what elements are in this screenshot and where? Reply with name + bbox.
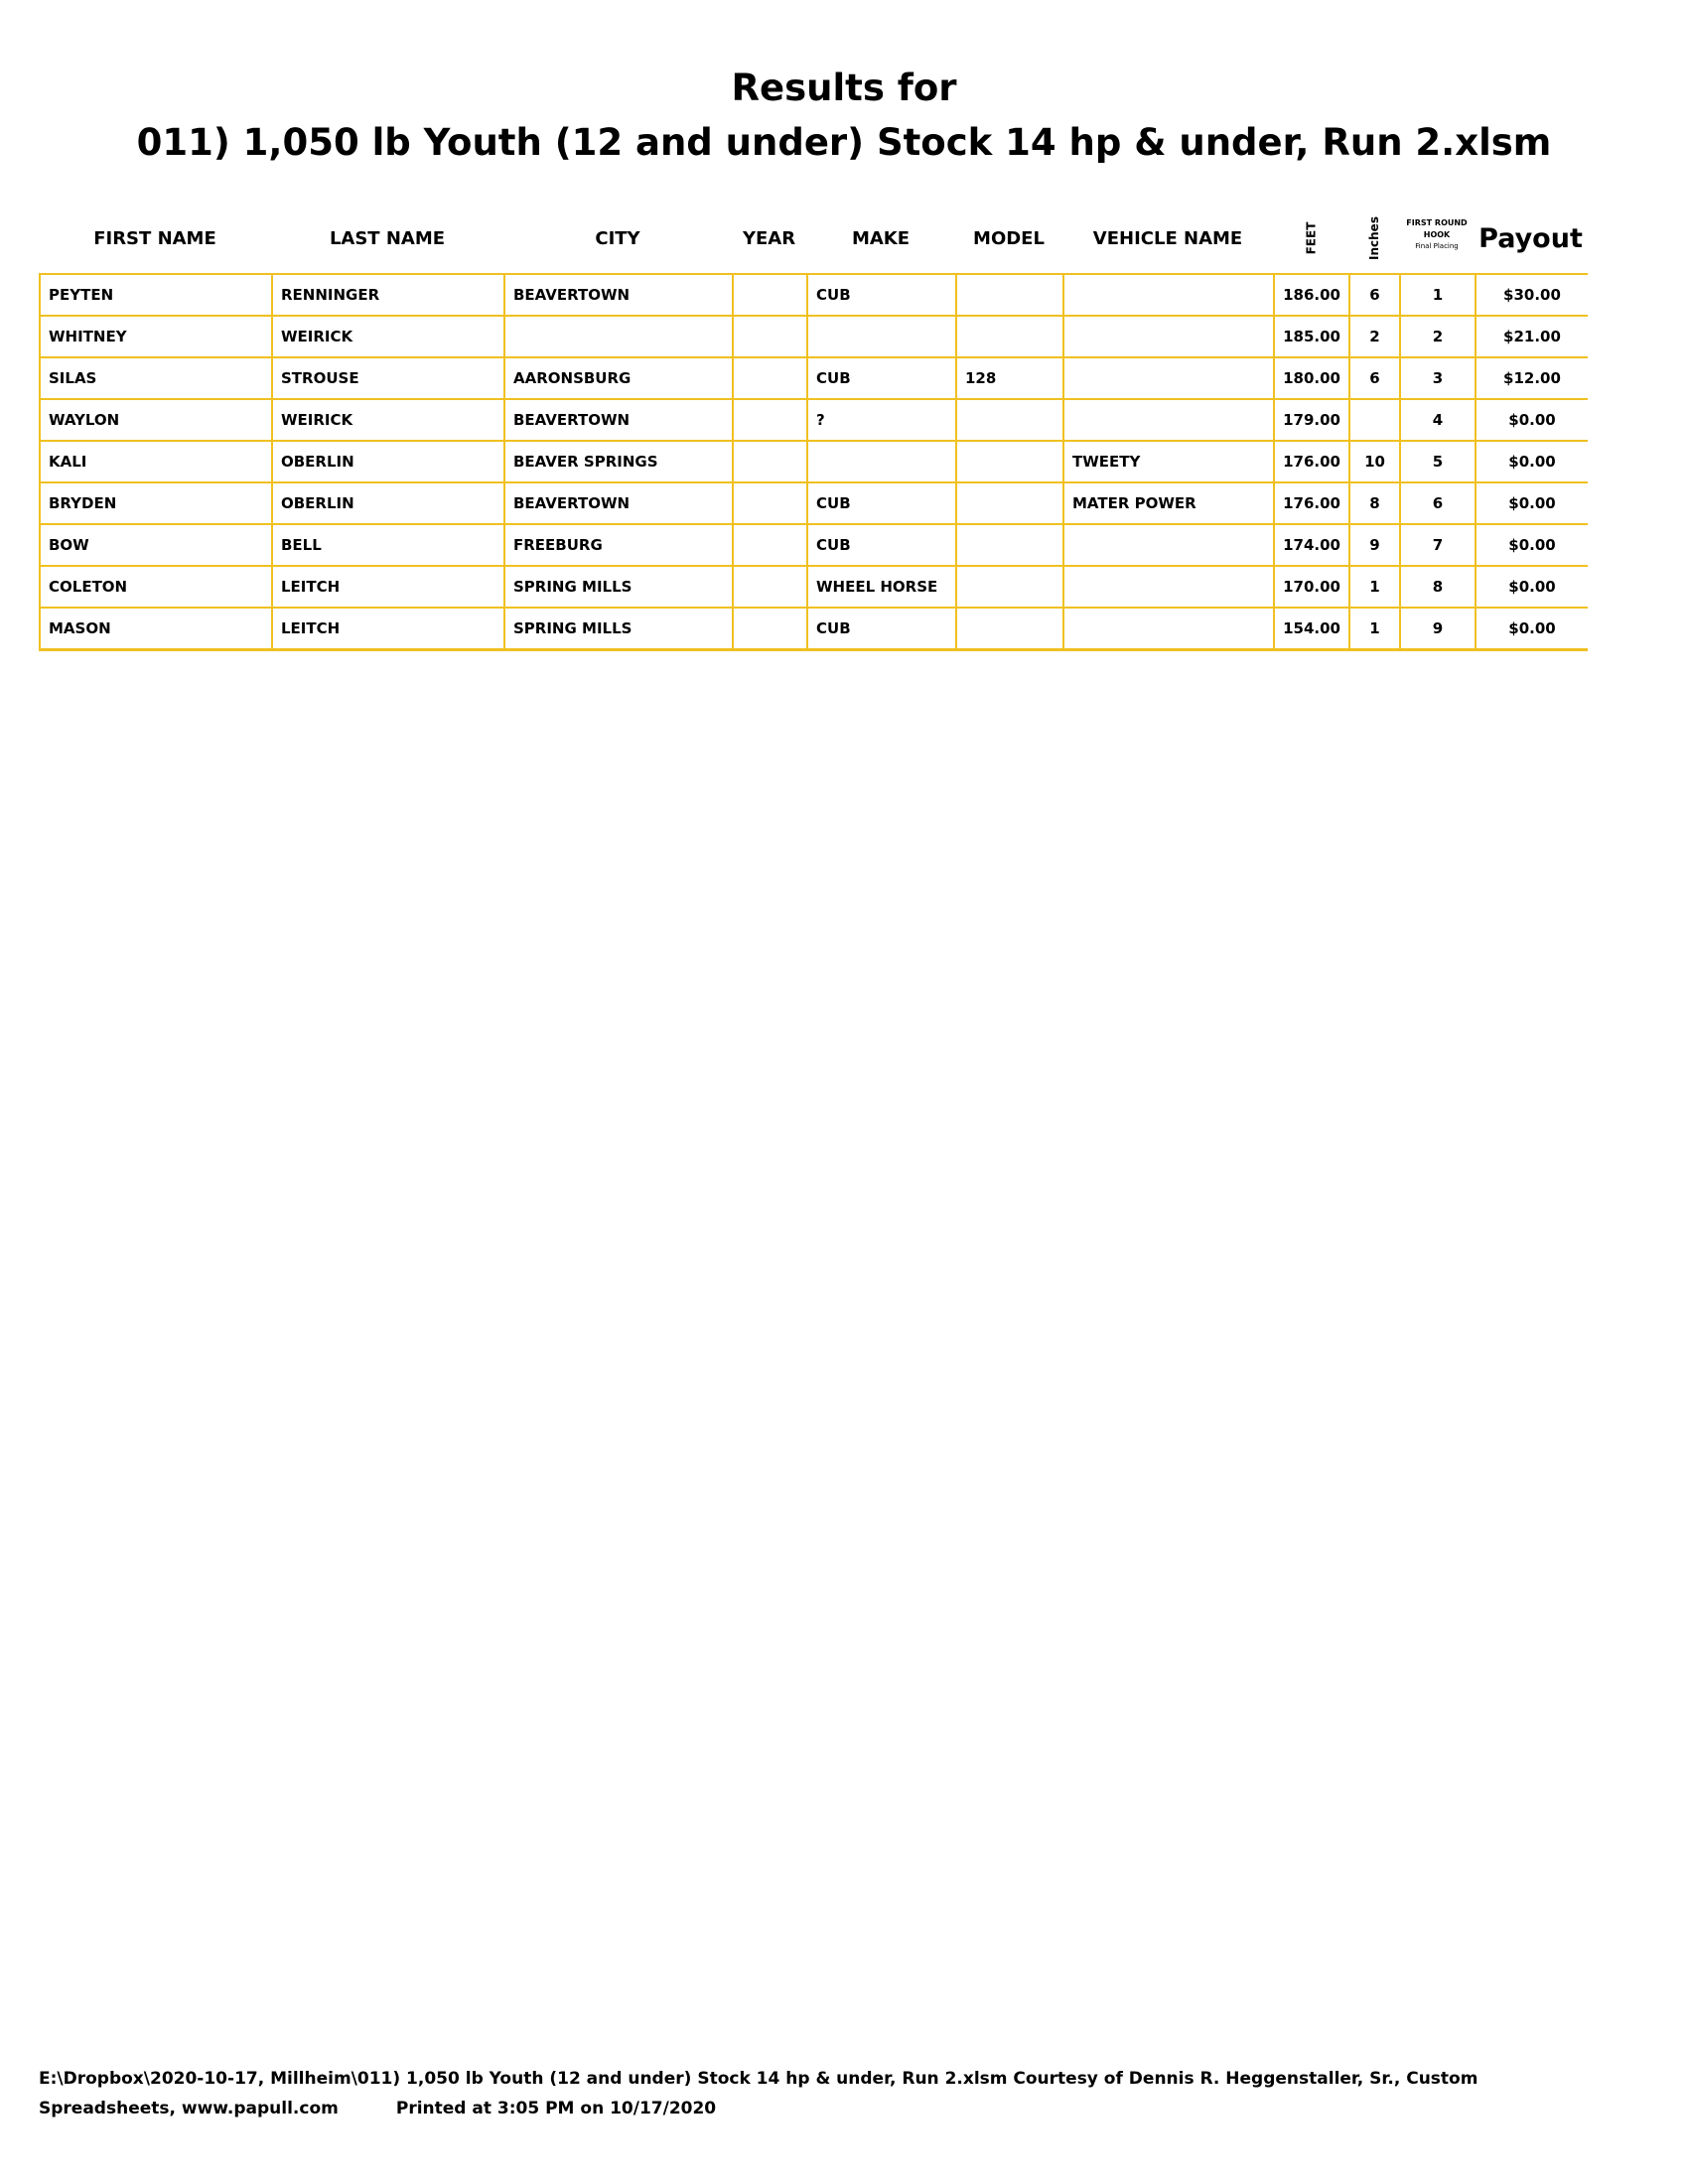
cell-make: CUB [807, 524, 956, 566]
cell-first-name: WAYLON [40, 399, 272, 441]
table-row [40, 566, 1588, 608]
cell-place: 2 [1400, 316, 1476, 357]
cell-city: SPRING MILLS [504, 608, 733, 650]
cell-vehicle-name [1063, 566, 1274, 608]
cell-feet: 176.00 [1274, 482, 1349, 524]
cell-last-name: LEITCH [272, 566, 504, 608]
cell-vehicle-name [1063, 357, 1274, 399]
header-feet [1273, 204, 1348, 273]
header-hook-line-2: HOOK [1423, 229, 1451, 239]
results-table [39, 273, 1588, 651]
cell-inches: 9 [1349, 524, 1400, 566]
cell-first-name: WHITNEY [40, 316, 272, 357]
cell-inches: 1 [1349, 566, 1400, 608]
cell-payout: $12.00 [1476, 357, 1588, 399]
cell-year [733, 357, 807, 399]
cell-model [956, 482, 1063, 524]
cell-place: 4 [1400, 399, 1476, 441]
cell-place: 3 [1400, 357, 1476, 399]
header-inches [1348, 204, 1399, 273]
cell-first-name: MASON [40, 608, 272, 650]
header-feet-label: FEET [1304, 221, 1318, 255]
cell-city: SPRING MILLS [504, 566, 733, 608]
header-make: MAKE [851, 227, 911, 249]
cell-make: WHEEL HORSE [807, 566, 956, 608]
cell-vehicle-name [1063, 274, 1274, 316]
cell-inches: 8 [1349, 482, 1400, 524]
cell-vehicle-name [1063, 399, 1274, 441]
cell-vehicle-name [1063, 608, 1274, 650]
header-model: MODEL [973, 227, 1045, 249]
cell-model [956, 524, 1063, 566]
cell-vehicle-name: MATER POWER [1063, 482, 1274, 524]
cell-first-name: BRYDEN [40, 482, 272, 524]
cell-make: CUB [807, 357, 956, 399]
cell-model [956, 399, 1063, 441]
cell-make: CUB [807, 482, 956, 524]
cell-inches: 10 [1349, 441, 1400, 482]
cell-last-name: STROUSE [272, 357, 504, 399]
cell-make [807, 441, 956, 482]
cell-feet: 154.00 [1274, 608, 1349, 650]
cell-payout: $0.00 [1476, 441, 1588, 482]
table-row [40, 608, 1588, 650]
table-row [40, 357, 1588, 399]
cell-payout: $0.00 [1476, 399, 1588, 441]
cell-year [733, 316, 807, 357]
cell-year [733, 524, 807, 566]
cell-inches: 1 [1349, 608, 1400, 650]
cell-city: FREEBURG [504, 524, 733, 566]
cell-city: AARONSBURG [504, 357, 733, 399]
cell-city [504, 316, 733, 357]
cell-payout: $30.00 [1476, 274, 1588, 316]
cell-feet: 180.00 [1274, 357, 1349, 399]
cell-year [733, 608, 807, 650]
cell-model [956, 316, 1063, 357]
table-row [40, 524, 1588, 566]
cell-vehicle-name: TWEETY [1063, 441, 1274, 482]
cell-place: 5 [1400, 441, 1476, 482]
cell-make: CUB [807, 608, 956, 650]
header-city: CITY [595, 227, 640, 249]
footer-file-path: E:\Dropbox\2020-10-17, Millheim\011) 1,050 lb Youth (12 and under) Stock 14 hp & under, Run 2.xlsm Courtesy of Dennis R. Heggenstaller, Sr., Custom [39, 2069, 1478, 2089]
cell-place: 1 [1400, 274, 1476, 316]
cell-place: 6 [1400, 482, 1476, 524]
cell-payout: $21.00 [1476, 316, 1588, 357]
cell-feet: 179.00 [1274, 399, 1349, 441]
cell-make: ? [807, 399, 956, 441]
cell-last-name: LEITCH [272, 608, 504, 650]
cell-payout: $0.00 [1476, 482, 1588, 524]
header-final-placing [1399, 210, 1475, 258]
table-row [40, 274, 1588, 316]
cell-feet: 174.00 [1274, 524, 1349, 566]
cell-last-name: WEIRICK [272, 316, 504, 357]
header-hook-line-3: Final Placing [1415, 241, 1459, 250]
cell-model [956, 274, 1063, 316]
cell-city: BEAVERTOWN [504, 274, 733, 316]
cell-payout: $0.00 [1476, 524, 1588, 566]
cell-last-name: WEIRICK [272, 399, 504, 441]
table-row [40, 441, 1588, 482]
cell-model: 128 [956, 357, 1063, 399]
cell-make: CUB [807, 274, 956, 316]
cell-feet: 176.00 [1274, 441, 1349, 482]
cell-inches: 6 [1349, 274, 1400, 316]
header-last-name: LAST NAME [329, 227, 446, 249]
footer-credits [39, 2101, 1627, 2117]
footer-printed-at: Printed at 3:05 PM on 10/17/2020 [395, 2099, 717, 2118]
cell-city: BEAVER SPRINGS [504, 441, 733, 482]
footer-website: Spreadsheets, www.papull.com [39, 2099, 339, 2118]
header-hook-line-1: FIRST ROUND [1406, 218, 1468, 228]
cell-place: 8 [1400, 566, 1476, 608]
header-year: YEAR [742, 227, 796, 249]
cell-inches [1349, 399, 1400, 441]
cell-city: BEAVERTOWN [504, 399, 733, 441]
cell-feet: 170.00 [1274, 566, 1349, 608]
cell-place: 7 [1400, 524, 1476, 566]
cell-first-name: SILAS [40, 357, 272, 399]
cell-first-name: BOW [40, 524, 272, 566]
cell-model [956, 566, 1063, 608]
cell-first-name: PEYTEN [40, 274, 272, 316]
cell-last-name: BELL [272, 524, 504, 566]
cell-payout: $0.00 [1476, 608, 1588, 650]
cell-feet: 185.00 [1274, 316, 1349, 357]
cell-city: BEAVERTOWN [504, 482, 733, 524]
cell-first-name: KALI [40, 441, 272, 482]
header-inches-label: Inches [1366, 216, 1381, 260]
cell-place: 9 [1400, 608, 1476, 650]
header-first-name: FIRST NAME [93, 227, 216, 249]
cell-year [733, 441, 807, 482]
cell-last-name: OBERLIN [272, 441, 504, 482]
cell-model [956, 441, 1063, 482]
cell-last-name: OBERLIN [272, 482, 504, 524]
cell-vehicle-name [1063, 316, 1274, 357]
header-payout: Payout [1478, 222, 1583, 254]
cell-payout: $0.00 [1476, 566, 1588, 608]
title-line-2: 011) 1,050 lb Youth (12 and under) Stock 14 hp & under, Run 2.xlsm [136, 121, 1552, 164]
table-row [40, 399, 1588, 441]
table-row [40, 482, 1588, 524]
table-row [40, 316, 1588, 357]
cell-year [733, 566, 807, 608]
cell-first-name: COLETON [40, 566, 272, 608]
cell-year [733, 482, 807, 524]
cell-make [807, 316, 956, 357]
cell-inches: 6 [1349, 357, 1400, 399]
header-vehicle-name: VEHICLE NAME [1092, 227, 1243, 249]
cell-model [956, 608, 1063, 650]
cell-vehicle-name [1063, 524, 1274, 566]
title-line-1: Results for [731, 67, 957, 109]
cell-feet: 186.00 [1274, 274, 1349, 316]
cell-year [733, 274, 807, 316]
cell-inches: 2 [1349, 316, 1400, 357]
cell-year [733, 399, 807, 441]
cell-last-name: RENNINGER [272, 274, 504, 316]
